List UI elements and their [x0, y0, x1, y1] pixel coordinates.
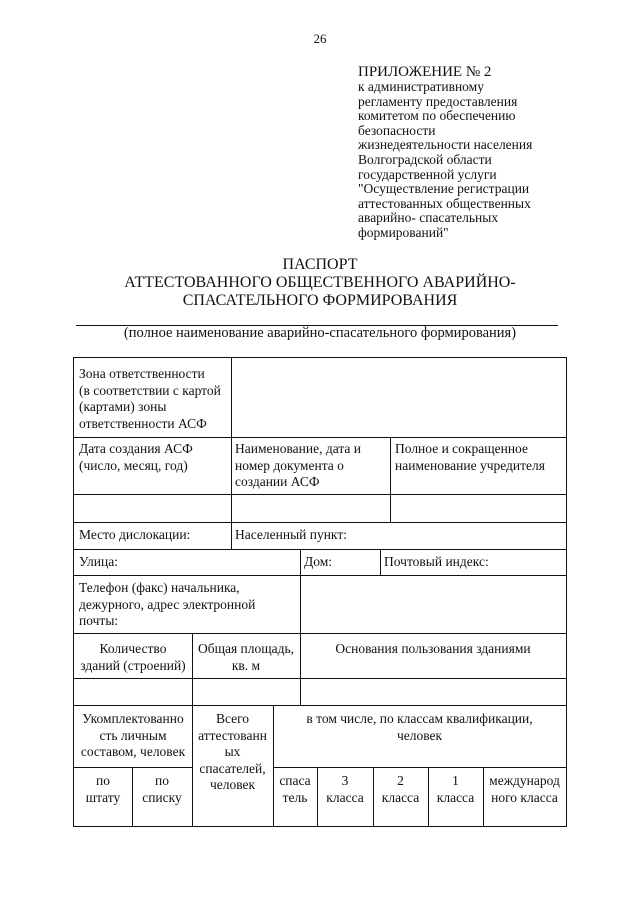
- postal-code-label: Почтовый индекс:: [384, 554, 489, 569]
- passport-form-table: [73, 357, 567, 827]
- document-title-line: СПАСАТЕЛЬНОГО ФОРМИРОВАНИЯ: [182, 292, 458, 309]
- creation-date-label: Дата создания АСФ (число, месяц, год): [79, 441, 193, 473]
- col-divider: [300, 549, 301, 633]
- class-3-label: 3 класса: [326, 773, 364, 805]
- appendix-line: аттестованных общественных: [358, 195, 531, 211]
- row-divider: [74, 549, 566, 550]
- building-basis-field[interactable]: [302, 680, 563, 703]
- class-2-label: 2 класса: [381, 773, 420, 805]
- appendix-line: комитетом по обеспечению: [358, 108, 516, 124]
- street-label: Улица:: [79, 554, 118, 569]
- document-title-line: АТТЕСТОВАННОГО ОБЩЕСТВЕННОГО АВАРИЙНО-: [124, 274, 516, 291]
- col-divider: [231, 358, 232, 549]
- total-area-field[interactable]: [194, 680, 298, 703]
- international-class-label: международ ного класса: [489, 773, 560, 805]
- phone-label: Телефон (факс) начальника, дежурного, адрес электронной почты:: [79, 580, 256, 628]
- col-divider: [390, 437, 391, 522]
- row-divider: [74, 437, 566, 438]
- name-caption: (полное наименование аварийно-спасательного формирования): [123, 325, 517, 341]
- creation-date-field[interactable]: [76, 497, 229, 520]
- phone-field[interactable]: [302, 577, 563, 631]
- page-number: 26: [313, 31, 327, 46]
- row-divider: [74, 522, 566, 523]
- appendix-block: [358, 64, 588, 241]
- row-divider: [74, 494, 566, 495]
- settlement-label: Населенный пункт:: [235, 527, 347, 542]
- buildings-count-label: Количество зданий (строений): [80, 641, 186, 673]
- staff-per-list-label: по списку: [142, 773, 182, 805]
- appendix-line: государственной услуги: [358, 166, 497, 182]
- rescuer-class-label: спаса тель: [279, 773, 311, 805]
- row-divider: [74, 705, 566, 706]
- founder-label: Полное и сокращенное наименование учредителя: [395, 441, 545, 473]
- total-area-label: Общая площадь, кв. м: [197, 641, 295, 673]
- row-divider: [74, 767, 192, 768]
- appendix-line: к административному: [358, 79, 484, 94]
- appendix-line: аварийно- спасательных: [358, 210, 499, 226]
- appendix-line: регламенту предоставления: [358, 93, 518, 109]
- col-divider: [380, 549, 381, 575]
- location-label: Место дислокации:: [79, 527, 191, 542]
- zone-label: Зона ответственности (в соответствии с картой (картами) зоны ответственности АСФ: [79, 366, 221, 431]
- zone-value-field[interactable]: [233, 360, 563, 435]
- founder-field[interactable]: [392, 497, 563, 520]
- staff-per-schedule-label: по штату: [85, 773, 121, 805]
- row-divider: [74, 575, 566, 576]
- appendix-line: жизнедеятельности населения: [358, 137, 533, 153]
- house-label: Дом:: [304, 554, 332, 569]
- appendix-line: безопасности: [358, 122, 436, 138]
- founding-document-label: Наименование, дата и номер документа о создании АСФ: [235, 441, 362, 489]
- document-title: ПАСПОРТ: [282, 256, 358, 273]
- appendix-line: формирований": [358, 224, 449, 240]
- row-divider: [74, 633, 566, 634]
- buildings-count-field[interactable]: [76, 680, 190, 703]
- qualification-classes-label: в том числе, по классам квалификации, человек: [306, 711, 533, 743]
- staffing-label: Укомплектованно сть личным составом, человек: [80, 711, 186, 759]
- founding-document-field[interactable]: [233, 497, 388, 520]
- appendix-line: Волгоградской области: [358, 151, 492, 167]
- class-1-label: 1 класса: [436, 773, 475, 805]
- appendix-title: ПРИЛОЖЕНИЕ № 2: [358, 64, 492, 80]
- building-basis-label: Основания пользования зданиями: [335, 641, 531, 656]
- row-divider: [74, 678, 566, 679]
- total-rescuers-label: Всего аттестованн ых спасателей, человек: [198, 711, 267, 792]
- appendix-line: "Осуществление регистрации: [358, 181, 530, 197]
